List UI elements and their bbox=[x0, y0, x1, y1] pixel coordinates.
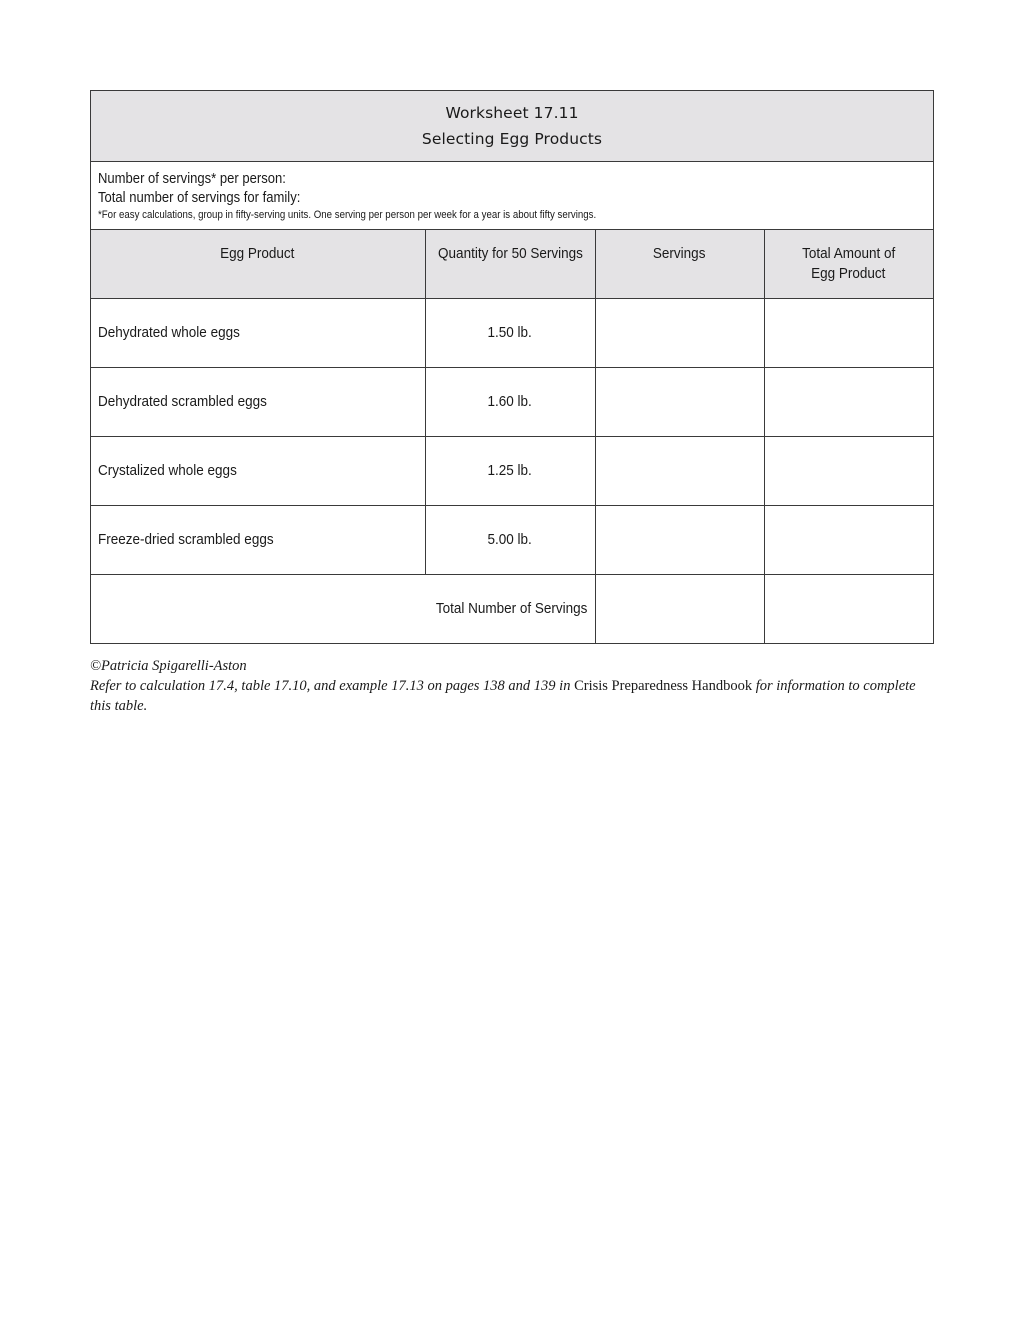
book-title: Crisis Preparedness Handbook bbox=[574, 678, 753, 694]
servings-per-person-label: Number of servings* per person: bbox=[98, 171, 286, 187]
worksheet-title: Selecting Egg Products bbox=[421, 130, 603, 148]
table-row bbox=[91, 367, 933, 436]
total-amount-entry-cell[interactable] bbox=[764, 505, 933, 574]
reference-note bbox=[90, 676, 940, 716]
table-row bbox=[91, 298, 933, 367]
quantity-cell: 1.25 lb. bbox=[425, 436, 595, 505]
table-row bbox=[91, 505, 933, 574]
worksheet-number: Worksheet 17.11 bbox=[445, 104, 579, 122]
total-servings-label: Total Number of Servings bbox=[91, 574, 595, 643]
total-servings-entry-cell[interactable] bbox=[595, 574, 764, 643]
servings-info-block bbox=[91, 162, 933, 230]
worksheet-table-container bbox=[90, 90, 934, 644]
product-name-cell: Dehydrated scrambled eggs bbox=[91, 367, 425, 436]
header-servings: Servings bbox=[595, 230, 764, 298]
table-header-row bbox=[91, 230, 933, 298]
copyright-notice: ©Patricia Spigarelli-Aston bbox=[90, 658, 247, 674]
servings-entry-cell[interactable] bbox=[595, 298, 764, 367]
product-name-cell: Freeze-dried scrambled eggs bbox=[91, 505, 425, 574]
worksheet-title-block bbox=[91, 91, 933, 162]
reference-note-before: Refer to calculation 17.4, table 17.10, and example 17.13 on pages 138 and 139 in bbox=[90, 678, 575, 694]
total-amount-entry-cell[interactable] bbox=[764, 436, 933, 505]
servings-entry-cell[interactable] bbox=[595, 367, 764, 436]
total-amount-entry-cell[interactable] bbox=[764, 298, 933, 367]
total-row bbox=[91, 574, 933, 643]
total-servings-family-label: Total number of servings for family: bbox=[98, 190, 301, 206]
servings-entry-cell[interactable] bbox=[595, 436, 764, 505]
quantity-cell: 5.00 lb. bbox=[425, 505, 595, 574]
quantity-cell: 1.50 lb. bbox=[425, 298, 595, 367]
egg-products-table bbox=[91, 230, 933, 643]
total-amount-sum-entry-cell[interactable] bbox=[764, 574, 933, 643]
quantity-cell: 1.60 lb. bbox=[425, 367, 595, 436]
total-amount-entry-cell[interactable] bbox=[764, 367, 933, 436]
worksheet-footer bbox=[90, 656, 940, 716]
servings-footnote: *For easy calculations, group in fifty-serving units. One serving per person per week for a year is about fifty servings. bbox=[98, 209, 597, 221]
servings-entry-cell[interactable] bbox=[595, 505, 764, 574]
reference-note-after: for information to complete this table. bbox=[90, 678, 916, 714]
header-total-amount: Total Amount of Egg Product bbox=[764, 230, 933, 298]
table-row bbox=[91, 436, 933, 505]
header-quantity: Quantity for 50 Servings bbox=[425, 230, 595, 298]
header-egg-product: Egg Product bbox=[91, 230, 425, 298]
product-name-cell: Crystalized whole eggs bbox=[91, 436, 425, 505]
product-name-cell: Dehydrated whole eggs bbox=[91, 298, 425, 367]
